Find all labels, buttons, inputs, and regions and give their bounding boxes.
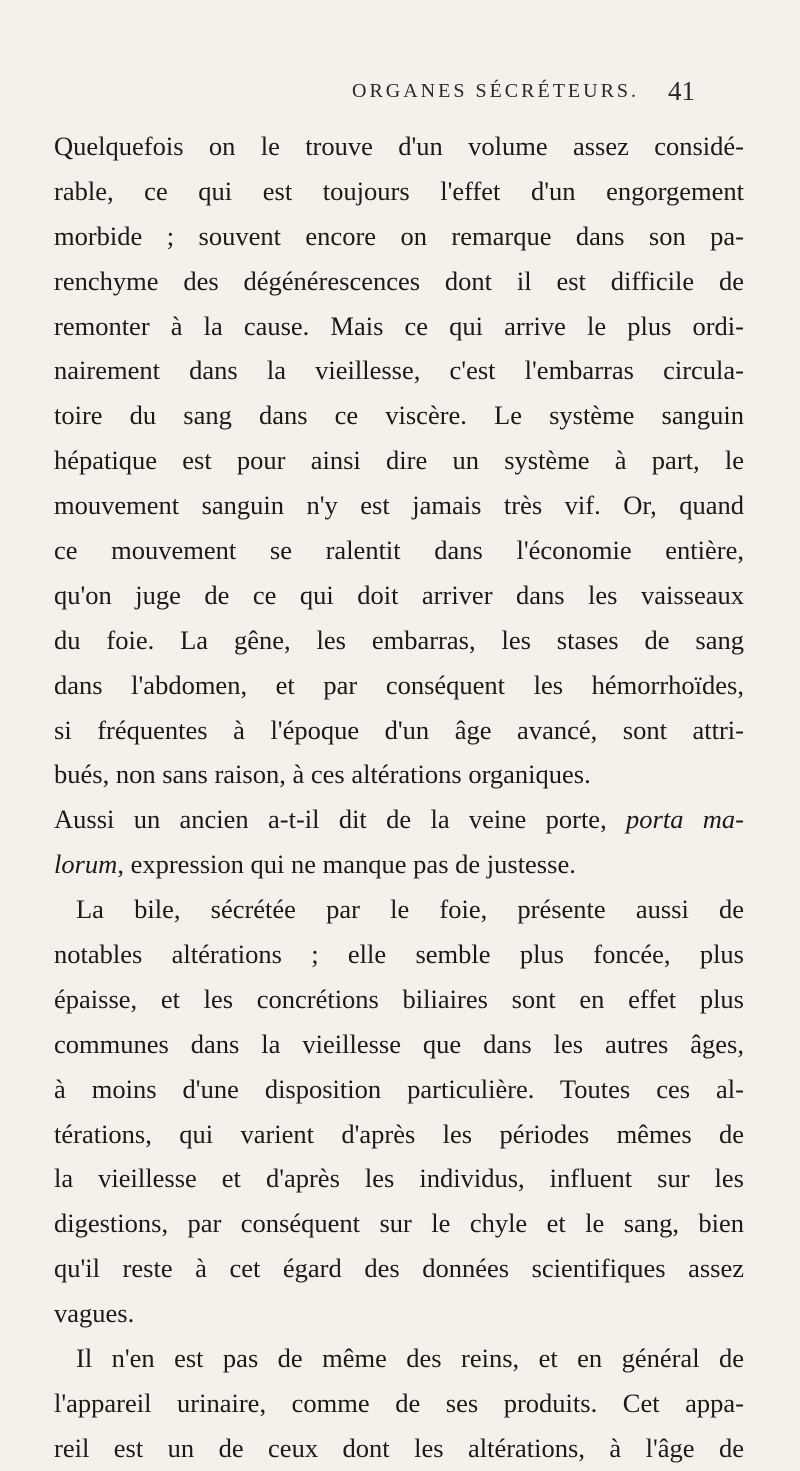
text-line: qu'on juge de ce qui doit arriver dans les vaisseaux: [54, 579, 744, 610]
text-line: l'appareil urinaire, comme de ses produits. Cet appa-: [54, 1387, 744, 1418]
running-head: [0, 76, 800, 108]
text-line: épaisse, et les concrétions biliaires sont en effet plus: [54, 983, 744, 1014]
text-line: Quelquefois on le trouve d'un volume assez considé-: [54, 131, 744, 161]
text-line: mouvement sanguin n'y est jamais très vif. Or, quand: [54, 490, 744, 521]
text-line: bués, non sans raison, à ces altérations organiques.: [54, 759, 591, 790]
text-segment: , expression qui ne manque pas de justesse.: [117, 849, 576, 880]
text-line: toire du sang dans ce viscère. Le système sanguin: [54, 400, 744, 431]
text-line: qu'il reste à cet égard des données scientifiques assez: [54, 1253, 744, 1284]
text-line: [54, 797, 744, 842]
paragraph-first-line: La bile, sécrétée par le foie, présente aussi de: [76, 894, 744, 925]
text-line: reil est un de ceux dont les altérations, à l'âge de: [54, 1432, 744, 1463]
text-line: communes dans la vieillesse que dans les autres âges,: [54, 1028, 744, 1059]
text-line: renchyme des dégénérescences dont il est difficile de: [54, 265, 744, 296]
text-segment: Aussi un ancien a-t-il dit de la veine porte,: [54, 804, 627, 835]
page-number: 41: [668, 76, 695, 106]
text-line: dans l'abdomen, et par conséquent les hémorrhoïdes,: [54, 669, 744, 700]
text-line: remonter à la cause. Mais ce qui arrive le plus ordi-: [54, 310, 744, 341]
text-line: [54, 842, 744, 887]
text-line: térations, qui varient d'après les périodes mêmes de: [54, 1118, 744, 1149]
text-line: nairement dans la vieillesse, c'est l'embarras circula-: [54, 355, 744, 386]
text-line: rable, ce qui est toujours l'effet d'un engorgement: [54, 175, 744, 206]
text-line: hépatique est pour ainsi dire un système à part, le: [54, 445, 744, 476]
text-line: ce mouvement se ralentit dans l'économie entière,: [54, 535, 744, 566]
text-line: du foie. La gêne, les embarras, les stases de sang: [54, 624, 744, 655]
text-line: morbide ; souvent encore on remarque dans son pa-: [54, 220, 744, 251]
text-line: à moins d'une disposition particulière. Toutes ces al-: [54, 1073, 744, 1104]
latin-phrase: porta ma-: [626, 804, 744, 835]
text-line: vagues.: [54, 1298, 135, 1329]
text-line: digestions, par conséquent sur le chyle et le sang, bien: [54, 1208, 744, 1239]
latin-phrase: lorum: [54, 849, 118, 880]
text-line: la vieillesse et d'après les individus, influent sur les: [54, 1163, 744, 1194]
running-title: ORGANES SÉCRÉTEURS.: [352, 80, 640, 102]
paragraph-first-line: Il n'en est pas de même des reins, et en général de: [76, 1343, 744, 1374]
body-text: [54, 124, 744, 1471]
text-line: si fréquentes à l'époque d'un âge avancé, sont attri-: [54, 714, 744, 745]
text-line: notables altérations ; elle semble plus foncée, plus: [54, 939, 744, 970]
